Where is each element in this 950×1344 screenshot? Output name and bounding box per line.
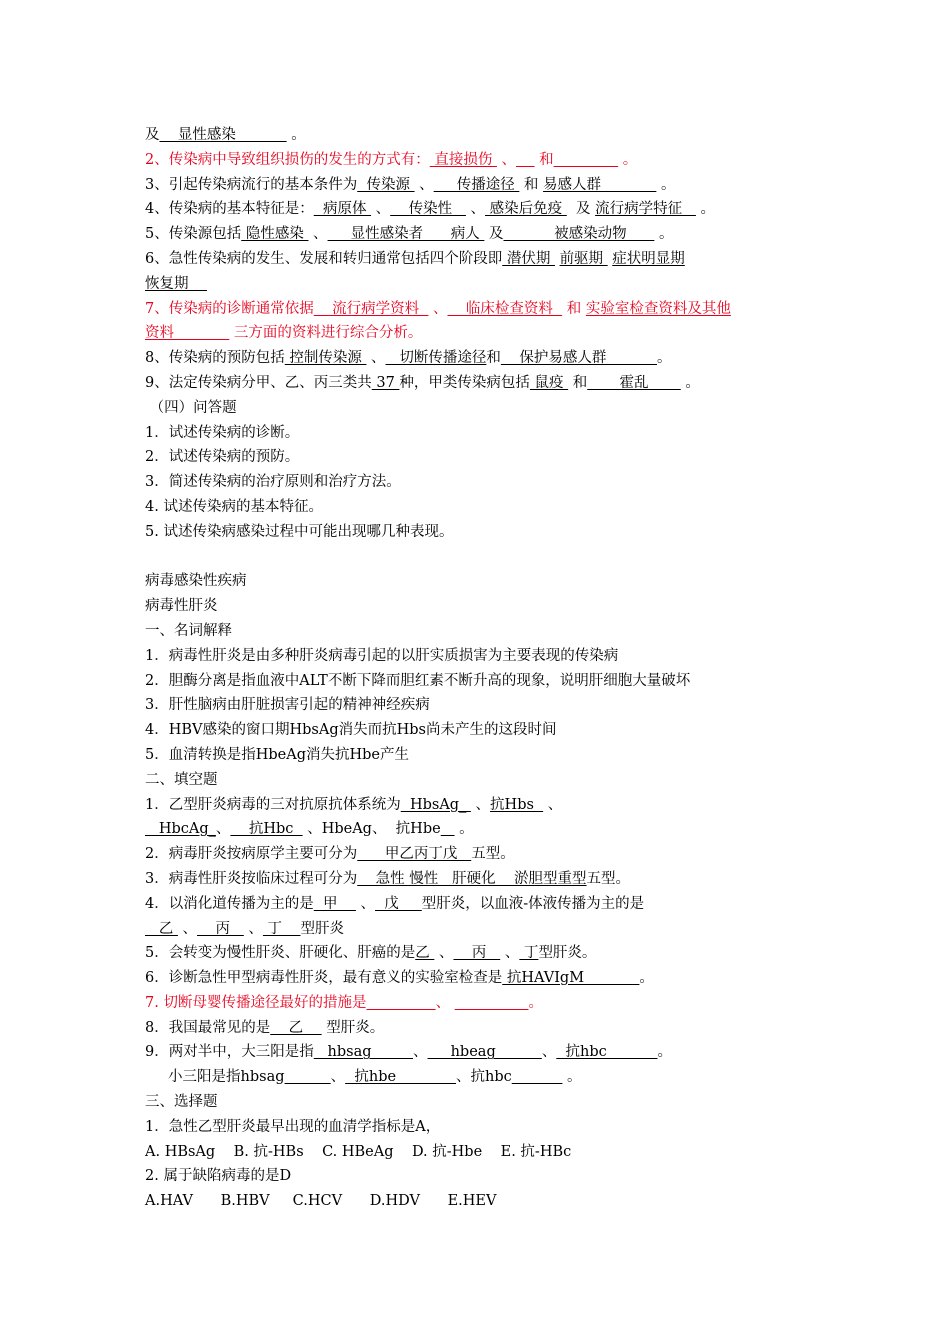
answer-blank: 显性感染者 病人 [327,226,485,243]
answer-blank: 抗hbe [345,1069,456,1086]
qa-item: 1．试述传染病的诊断。 [145,424,300,441]
answer-blank: 传染源 [357,176,415,193]
text: 、 [496,151,517,168]
text: 3．病毒性肝炎按临床过程可分为 [145,870,358,887]
text: 、 [308,226,328,243]
text: 。 [657,1044,672,1061]
fill-heading: 二、填空题 [145,771,218,788]
answer-blank: 丁 [262,920,301,937]
answer-blank: 抗Hbc [230,821,303,838]
answer-blank: hbsag [313,1044,414,1061]
answer-blank: 鼠疫 [529,374,569,391]
text: 。 [657,350,672,367]
text: 。 [528,994,543,1011]
text: 和 [534,151,554,168]
fill-question-7 [145,297,815,322]
qa-item: 4. 试述传染病的基本特征。 [145,498,323,515]
fill-question-8 [145,346,815,371]
text: 、 [465,201,486,218]
hep-fill-5 [145,941,815,966]
hep-fill-7 [145,991,815,1016]
answer-blank: HbcAg_ [145,821,216,838]
text: 、 [355,895,375,912]
text: 型肝炎，以血液-体液传播为主的是 [421,895,645,912]
term-item: 5．血清转换是指HbeAg消失抗Hbe产生 [145,746,409,763]
text: 、抗hbc [455,1069,512,1086]
term-item: 1．病毒性肝炎是由多种肝炎病毒引起的以肝实质损害为主要表现的传染病 [145,647,619,664]
fill-question-4 [145,197,815,222]
text: 。 [695,201,716,218]
answer-blank: HbsAg_ [400,796,471,813]
text: 1．乙型肝炎病毒的三对抗原抗体系统为 [145,796,401,813]
section-subtitle: 病毒性肝炎 [145,598,218,615]
text: 、 [215,821,231,838]
text: 6、急性传染病的发生、发展和转归通常包括四个阶段即 [145,250,503,267]
hep-fill-8 [145,1016,815,1041]
answer-blank: 恢复期 [145,275,207,292]
text: 及 [566,201,596,218]
text: 、 [371,201,391,218]
hep-fill-4 [145,892,815,917]
answer-blank: 控制传染源 [284,350,367,367]
text: 2．病毒肝炎按病原学主要可分为 [145,846,358,863]
text: 、 [366,350,386,367]
answer-blank: 直接损伤 [429,151,497,168]
text: 种，甲类传染病包括 [399,374,530,391]
answer-blank [554,152,619,168]
text: 、 [434,945,454,962]
text: 6．诊断急性甲型病毒性肝炎，最有意义的实验室检查是 [145,970,503,987]
text: 五型。 [471,846,515,863]
answer-blank: 传播途径 [433,176,520,193]
text: 。 [286,127,306,143]
term-item: 3．肝性脑病由肝脏损害引起的精神神经疾病 [145,697,430,714]
text: 。 [680,374,700,391]
fill-question-6-cont [145,272,815,297]
answer-blank [285,1069,331,1085]
text: 型肝炎。 [321,1019,385,1036]
answer-blank: 乙 [270,1019,322,1036]
terms-heading: 一、名词解释 [145,622,232,639]
text: 及 [484,226,504,243]
text: 8．我国最常见的是 [145,1019,271,1036]
answer-blank: 资料 [145,325,230,342]
blank-line [145,545,815,570]
document-body [145,123,815,1214]
text: 3、引起传染病流行的基本条件为 [145,176,358,193]
text: 2、传染病中导致组织损伤的发生的方式有： [145,151,430,168]
text: 5、传染源包括 [145,226,242,243]
answer-blank: hbeag [427,1044,542,1061]
choice-question-1: 1．急性乙型肝炎最早出现的血清学指标是A， [145,1118,441,1135]
text: 7、传染病的诊断通常依据 [145,300,314,317]
answer-blank: 丙 [453,945,501,962]
qa-item: 5. 试述传染病感染过程中可能出现哪几种表现。 [145,523,454,540]
answer-blank: 流行病学资料 [313,300,429,317]
text: 。 [562,1069,582,1086]
text: 7. 切断母婴传播途径最好的措施是 [145,994,367,1011]
fill-question-2 [145,148,815,173]
answer-blank: 切断传播途径 [385,350,487,367]
text: 、 [541,1044,557,1061]
hep-fill-9 [145,1040,815,1065]
text: 及 [145,127,160,143]
text: 和 [519,176,544,193]
text: 。 [654,226,674,243]
hep-fill-4-cont [145,917,815,942]
text: 三方面的资料进行综合分析。 [229,325,423,342]
hep-fill-3 [145,867,815,892]
answer-blank: 丁 [519,945,539,962]
answer-blank: 霍乱 [587,374,681,391]
text: 。 [618,151,638,168]
text: 、 [470,796,491,813]
text: 、 [413,1044,428,1061]
text: 、 [243,920,263,937]
answer-blank: 抗HAVIgM [502,970,640,987]
qa-item: 3．简述传染病的治疗原则和治疗方法。 [145,474,401,491]
answer-blank: 前驱期 [559,250,608,267]
answer-blank: 乙 [415,945,435,962]
text: 9．两对半中，大三阳是指 [145,1044,314,1061]
choice-options-2: A.HAV B.HBV C.HCV D.HDV E.HEV [145,1193,497,1210]
text: 型肝炎。 [538,945,597,962]
text: 型肝炎 [300,920,344,937]
answer-blank [455,995,529,1011]
answer-blank [366,995,435,1011]
text: 。 [656,176,676,193]
section-title: 病毒感染性疾病 [145,573,247,590]
answer-blank: 感染后免疫 [485,201,567,218]
text: 、 [414,176,434,193]
hep-fill-1 [145,793,815,818]
answer-blank: 症状明显期 [612,250,685,267]
answer-blank: 甲乙丙丁戊 [357,846,472,863]
answer-blank: 保护易感人群 [500,350,658,367]
choice-options-1: A. HBsAg B. 抗-HBs C. HBeAg D. 抗-Hbe E. 抗-HBc [145,1143,572,1160]
answer-blank: 抗Hbs [490,796,544,813]
qa-heading: （四）问答题 [145,399,237,416]
hep-fill-9-cont [145,1065,815,1090]
text: 小三阳是指hbsag [145,1069,285,1086]
answer-blank: 易感人群 [543,176,657,193]
fill-question-5 [145,222,815,247]
hep-fill-1-cont [145,817,815,842]
answer-blank [516,152,534,168]
answer-blank: 显性感染 [159,127,287,143]
text: 、 [330,1069,346,1086]
answer-blank: 抗hbc [556,1044,658,1061]
text: 和 [568,374,588,391]
fill-question-6 [145,247,815,272]
fill-question-3 [145,173,815,198]
answer-blank: 甲 [313,895,356,912]
answer-blank: 潜伏期 [502,250,555,267]
answer-blank: 临床检查资料 [447,300,563,317]
answer-blank: 传染性 [390,201,466,218]
hep-fill-2 [145,842,815,867]
text: 五型。 [586,870,631,887]
answer-blank [441,821,455,837]
answer-blank: 隐性感染 [241,226,309,243]
qa-item: 2．试述传染病的预防。 [145,449,300,466]
choice-question-2: 2. 属于缺陷病毒的是D [145,1168,292,1185]
text: 、 [435,994,455,1011]
answer-blank: 丙 [197,920,244,937]
choice-heading: 三、选择题 [145,1094,218,1111]
answer-blank: 实验室检查资料及其他 [585,300,731,317]
term-item: 4．HBV感染的窗口期HbsAg消失而抗Hbs尚未产生的这段时间 [145,722,557,739]
answer-blank: 37 [371,374,400,391]
text: 、 [500,945,520,962]
answer-blank: 急性 慢性 肝硬化 淤胆型重型 [357,870,587,887]
text: 9、法定传染病分甲、乙、丙三类共 [145,374,372,391]
text: 和 [486,350,501,367]
text: 8、传染病的预防包括 [145,350,285,367]
text: 、HbeAg、 抗Hbe [302,821,441,838]
term-item: 2．胆酶分离是指血液中ALT不断下降而胆红素不断升高的现象，说明肝细胞大量破坏 [145,672,691,689]
answer-blank: 流行病学特征 [595,201,696,218]
answer-blank: 被感染动物 [503,226,655,243]
fill-line-1-end [145,123,815,148]
text: 、 [177,920,198,937]
hep-fill-6 [145,966,815,991]
text: 和 [562,300,586,317]
text: 、 [543,796,563,813]
answer-blank [512,1069,563,1085]
fill-question-9 [145,371,815,396]
answer-blank: 乙 [145,920,178,937]
fill-question-7-cont [145,321,815,346]
answer-blank: 病原体 [313,201,372,218]
text: 5．会转变为慢性肝炎、肝硬化、肝癌的是 [145,945,416,962]
text: 4、传染病的基本特征是： [145,201,314,218]
text: 、 [428,300,448,317]
text: 4．以消化道传播为主的是 [145,895,314,912]
text: 。 [454,821,474,838]
answer-blank: 戊 [375,895,422,912]
text: 。 [639,970,654,987]
